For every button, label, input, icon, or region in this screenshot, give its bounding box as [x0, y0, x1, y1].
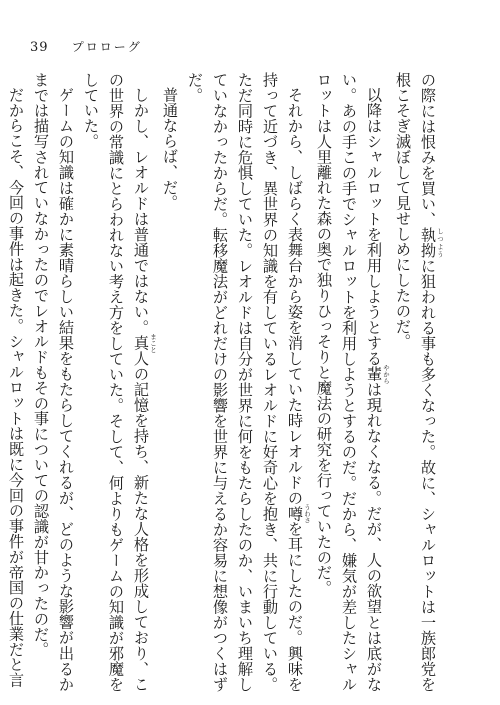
ruby-word	[419, 227, 444, 259]
paragraph	[157, 72, 182, 692]
vertical-body-text	[3, 72, 444, 692]
paragraph	[78, 72, 157, 692]
ruby-base: 真	[132, 333, 150, 353]
ruby-base: 噂	[286, 503, 304, 524]
text-run: それから、しばらく表舞台から姿を消していた時レオルドの	[286, 87, 304, 506]
ruby-base: 輩	[365, 364, 383, 384]
paragraph	[3, 72, 28, 692]
ruby-reading: やから	[382, 364, 390, 384]
ruby-base: 執拗	[419, 227, 437, 259]
text-run: を耳にしたのだ。興味を持って近づき、異世界の知識を有しているレオルドに好奇心を抱き、共に行動している。ただ同時に危惧していた。レオルドは自分が世界に何をもたらしたのか、いまいち理解していなかったからだ。転移魔法がどれだけの影響を世界に与えるか容易に想像がつくはずだ。	[186, 72, 304, 692]
ruby-reading: うわさ	[303, 503, 311, 524]
paragraph	[28, 72, 78, 692]
ruby-word	[365, 364, 390, 384]
text-run: しかし、レオルドは普通ではない。	[132, 87, 150, 336]
ruby-reading: しつよう	[436, 227, 444, 258]
text-run: は現れなくなる。だが、人の欲望とは底がない。あの手この手でシャルロットを利用しようとするのだ。だから、嫌気が差したシャルロットは人里離れた森の奥で独りひっそりと魔法の研究を行っていたのだ。	[315, 72, 383, 692]
ruby-reading: まこと	[149, 333, 157, 353]
ruby-word	[132, 333, 157, 353]
paragraph	[390, 72, 444, 692]
ruby-word	[286, 503, 311, 524]
text-run: ゲームの知識は確かに素晴らしい結果をもたらしてくれるが、どのような影響が出るかまでは描写されていなかったのでレオルドもその事についての認識が甘かったのだ。	[32, 72, 75, 692]
text-run: だからこそ、今回の事件は起きた。シャルロットは既に今回の事件が帝国の仕業だと言	[7, 87, 25, 688]
paragraph	[311, 72, 390, 692]
paragraph	[182, 72, 311, 692]
text-run: に狙われる事も多くなった。故に、シャルロットは一族郎党を根こそぎ滅ぼして見せしめにしたのだ。	[394, 72, 437, 692]
page-number: 39	[30, 40, 49, 55]
text-run: 普通ならば、だ。	[161, 87, 179, 211]
text-run: の際には恨みを買い、	[419, 72, 437, 228]
chapter-title: プロローグ	[71, 40, 142, 54]
text-run: 以降はシャルロットを利用しようとする	[365, 87, 383, 367]
text-run: 人の記憶を持ち、新たな人格を形成しており、この世界の常識にとらわれない考え方をしていた。そして、何よりもゲームの知識が邪魔をしていた。	[82, 72, 150, 692]
running-header	[30, 38, 142, 55]
